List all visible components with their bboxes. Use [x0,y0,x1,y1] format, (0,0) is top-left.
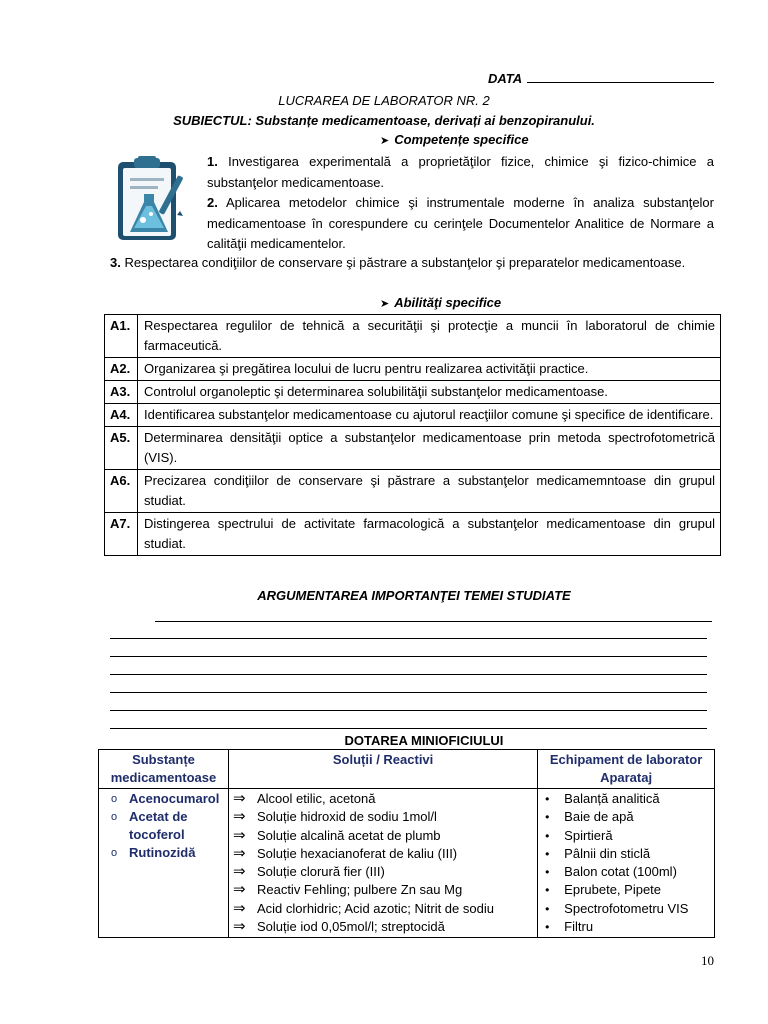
implies-arrow-icon: ⇒ [232,863,246,881]
arrowhead-bullet-icon: ➤ [380,135,390,147]
list-item [103,844,224,862]
list-item [542,827,710,845]
column-header-substances: Substanțe medicamentoase [99,750,229,789]
writing-line[interactable] [155,621,712,622]
apparatus-name: Baie de apă [564,809,634,825]
ability-code: A5. [105,427,138,470]
competence-item-3 [110,253,714,274]
implies-arrow-icon: ⇒ [232,790,246,807]
competence-number: 2. [207,195,218,210]
implies-arrow-icon: ⇒ [232,844,246,862]
competence-item-2 [207,193,714,255]
date-label: DATA [488,71,522,86]
dot-bullet-icon: • [545,901,550,916]
table-row [105,404,721,427]
implies-arrow-icon: ⇒ [232,826,246,844]
list-item [103,790,224,808]
writing-line[interactable] [110,710,707,711]
table-row [105,427,721,470]
list-item [233,900,533,918]
date-field [488,70,714,86]
reagent-name: Acid clorhidric; Acid azotic; Nitrit de sodiu [256,900,494,916]
dot-bullet-icon: • [545,865,550,880]
lab-subject: SUBIECTUL: Substanțe medicamentoase, derivați ai benzopiranului. [173,113,595,128]
apparatus-name: Balanță analitică [564,791,660,806]
ability-text: Respectarea regulilor de tehnică a securităţii şi protecţie a muncii în laboratorul de chimie farmaceutică. [138,315,721,358]
circle-bullet-icon: o [111,847,118,859]
table-row [105,381,721,404]
competence-text: Aplicarea metodelor chimice şi instrumentale moderne în analiza substanţelor medicamentoase în corespundere cu cerinţele Documentelor Analitice de Normare a calităţii medicamentelor. [207,195,714,251]
dot-bullet-icon: • [545,792,550,806]
ability-text: Controlul organoleptic şi determinarea solubilităţii substanţelor medicamentoase. [138,381,721,404]
ability-code: A7. [105,513,138,556]
apparatus-name: Spirtieră [564,827,613,843]
abilities-heading [380,295,501,310]
writing-line[interactable] [110,674,707,675]
apparatus-name: Balon cotat (100ml) [564,864,677,880]
list-item [233,845,533,863]
reagent-name: Soluție clorură fier (III) [256,864,385,880]
reagent-name: Soluție iod 0,05mol/l; streptocidă [256,919,445,935]
writing-line[interactable] [110,728,707,729]
table-header-row [99,750,715,789]
list-item [542,845,710,863]
substance-name: Acenocumarol [129,791,220,806]
competence-text: Investigarea experimentală a proprietăţilor fizice, chimice şi fizico-chimice a substanţelor medicamentoase. [207,154,714,190]
ability-code: A6. [105,470,138,513]
competence-item-1 [207,152,714,193]
table-row [99,789,715,938]
writing-line[interactable] [110,656,707,657]
list-item [542,900,710,918]
column-header-apparatus: Echipament de laborator Aparataj [538,750,715,789]
apparatus-name: Spectrofotometru VIS [564,900,689,916]
reagents-cell [228,789,537,938]
table-row [105,513,721,556]
list-item [542,808,710,826]
implies-arrow-icon: ⇒ [232,918,246,936]
argument-heading: ARGUMENTAREA IMPORTANŢEI TEMEI STUDIATE [257,588,571,603]
table-row [105,358,721,381]
dot-bullet-icon: • [545,810,550,825]
apparatus-name: Eprubete, Pipete [564,882,662,898]
dot-bullet-icon: • [545,828,550,843]
ability-text: Identificarea substanţelor medicamentoase cu ajutorul reacţiilor comune şi specifice de identificare. [138,404,721,427]
writing-line[interactable] [110,692,707,693]
page-number: 10 [701,953,714,968]
ability-text: Determinarea densităţii optice a substanţelor medicamentoase prin metoda spectrofotometrică (VIS). [138,427,721,470]
competence-text: Respectarea condiţiilor de conservare şi păstrare a substanţelor şi preparatelor medicamentoase. [124,255,686,270]
date-blank-line[interactable] [527,70,714,83]
column-header-reagents: Soluții / Reactivi [228,750,537,789]
dot-bullet-icon: • [545,846,550,861]
list-item [233,863,533,881]
equipment-heading: DOTAREA MINIOFICIULUI [344,733,504,748]
ability-code: A3. [105,381,138,404]
implies-arrow-icon: ⇒ [232,808,246,826]
ability-text: Organizarea şi pregătirea locului de lucru pentru realizarea activităţii practice. [138,358,721,381]
clipboard-flask-icon [110,156,196,244]
list-item [233,827,533,845]
writing-line[interactable] [110,638,707,639]
table-row [105,470,721,513]
dot-bullet-icon: • [545,883,550,898]
circle-bullet-icon: o [111,793,118,805]
list-item [233,881,533,899]
arrowhead-bullet-icon: ➤ [380,298,390,310]
lab-title: LUCRAREA DE LABORATOR NR. 2 [278,93,490,108]
list-item [233,790,533,808]
list-item [542,881,710,899]
reagent-name: Soluție hidroxid de sodiu 1mol/l [256,809,437,825]
reagent-name: Soluție hexacianoferat de kaliu (III) [256,845,458,861]
circle-bullet-icon: o [111,811,118,823]
implies-arrow-icon: ⇒ [232,881,246,899]
abilities-table [104,314,721,556]
substance-name: Acetat de tocoferol [129,809,188,842]
ability-text: Distingerea spectrului de activitate farmacologică a substanţelor medicamentoase din grupul studiat. [138,513,721,556]
apparatus-name: Pâlnii din sticlă [564,845,651,861]
reagent-name: Soluție alcalină acetat de plumb [256,827,441,843]
ability-code: A1. [105,315,138,358]
apparatus-name: Filtru [564,919,594,935]
list-item [542,863,710,881]
apparatus-cell [538,789,715,938]
dot-bullet-icon: • [545,920,550,935]
list-item [103,808,224,844]
list-item [542,790,710,808]
reagent-name: Reactiv Fehling; pulbere Zn sau Mg [256,882,463,898]
competence-number: 1. [207,154,218,169]
competences-heading [380,132,529,147]
list-item [233,808,533,826]
reagent-name: Alcool etilic, acetonă [256,791,376,806]
list-item [542,918,710,936]
equipment-table [98,749,715,938]
substance-name: Rutinozidă [129,845,196,860]
implies-arrow-icon: ⇒ [232,899,246,917]
list-item [233,918,533,936]
competence-number: 3. [110,255,121,270]
ability-code: A4. [105,404,138,427]
ability-code: A2. [105,358,138,381]
abilities-heading-text: Abilităţi specifice [394,295,502,310]
table-row [105,315,721,358]
competences-heading-text: Competențe specifice [394,132,529,147]
substances-cell [99,789,229,938]
ability-text: Precizarea condiţiilor de conservare şi păstrare a substanţelor medicamemntoase din grupul studiat. [138,470,721,513]
